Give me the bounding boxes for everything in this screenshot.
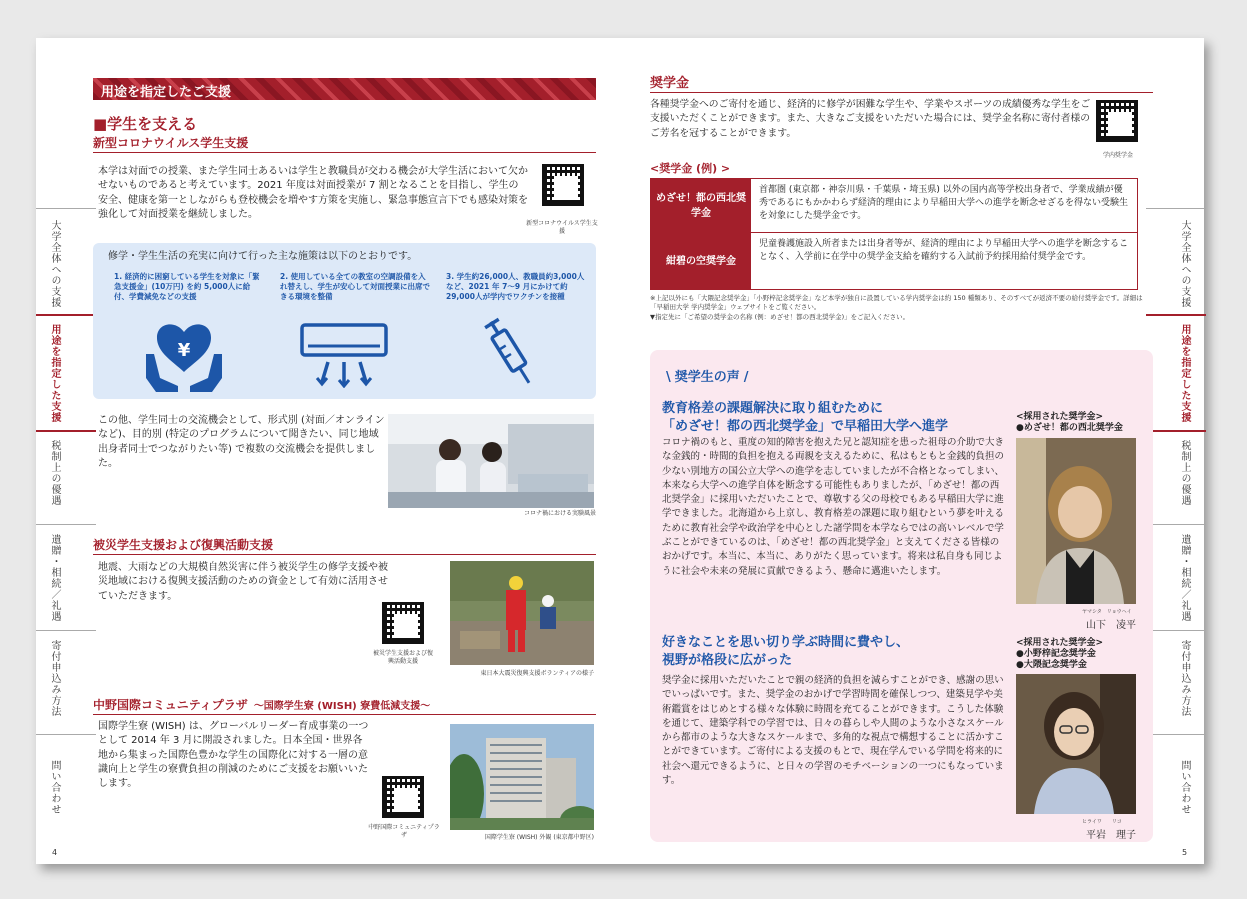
student1-photo: [1016, 438, 1136, 604]
nav-tab-contact[interactable]: 問い合わせ: [49, 760, 60, 815]
slash-mark-right: /: [743, 370, 749, 385]
scholarship-intro: 各種奨学金へのご寄付を通じ、経済的に修学が困難な学生や、学業やスポーツの成績優秀な学生をご支援いただくことができます。また、大きなご支援をいただいた場合には、奨学金名称に寄付者様のご芳名を冠することができます。: [650, 99, 1091, 139]
scholarship-examples-label: <奨学金 (例) >: [650, 162, 731, 175]
measures-title: 修学・学生生活の充実に向けて行った主な施策は以下のとおりです。: [108, 251, 418, 262]
page-number-right: 5: [1182, 848, 1188, 857]
scholarship-name: めざせ！都の西北奨学金: [651, 179, 751, 232]
voice1-headline-line1: 教育格差の課題解決に取り組むために: [662, 401, 884, 416]
disaster-body: 地震、大雨などの大規模自然災害に伴う被災学生の修学支援や被災地域における復興支援活動のための資金として有効に活用させていただきます。: [98, 562, 388, 602]
voices-title-text: 奨学生の声: [674, 370, 740, 385]
scholarship-note: ※上記以外にも「大隈記念奨学金」「小野梓記念奨学金」など本学が独自に設置している学内奨学金は約 150 種類あり、そのすべてが返済不要の給付奨学金です。詳細は「早稲田大学 学内奨学金」ウェブサイトをご覧ください。: [650, 294, 1143, 311]
award-label-item: ●大隈記念奨学金: [1016, 660, 1087, 670]
award-label-item: ●小野梓記念奨学金: [1016, 649, 1096, 659]
volunteer-photo: [450, 561, 594, 665]
award-label-title: <採用された奨学金>: [1016, 412, 1104, 422]
nav-divider-active: [1146, 314, 1206, 316]
nav-divider: [36, 734, 96, 735]
scholarship-desc: 首都圏 (東京都・神奈川県・千葉県・埼玉県) 以外の国内高等学校出身者で、学業成績が優秀であるにもかかわらず経済的理由により早稲田大学への進学を断念せざるを得ない受験生を対象にした奨学金です。: [759, 185, 1129, 221]
section-title: ■学生を支える: [93, 115, 198, 133]
nav-divider: [1146, 208, 1206, 209]
air-conditioner-icon: [298, 322, 390, 388]
student1-ruby: ヤマシタ リョウヘイ: [1082, 609, 1132, 615]
nav-divider: [36, 630, 96, 631]
measure-point-2: 2. 使用している全ての教室の空調設備を入れ替えし、学生が安心して対面授業に出席できる環境を整備: [280, 272, 430, 301]
volunteer-photo-caption: 東日本大震災復興支援ボランティアの様子: [480, 670, 594, 677]
nav-tab-contact[interactable]: 問い合わせ: [1179, 760, 1190, 815]
student2-photo: [1016, 674, 1136, 814]
qr-code-scholarship[interactable]: [1096, 100, 1138, 142]
nav-divider: [1146, 524, 1206, 525]
nav-tab-designated[interactable]: 用途を指定した支援: [49, 324, 60, 423]
nav-tab-university[interactable]: 大学全体への支援: [49, 220, 60, 308]
qr-code-nakano[interactable]: [382, 776, 424, 818]
slash-mark-left: \: [666, 370, 671, 385]
dormitory-photo-caption: 国際学生寮 (WISH) 外観 (東京都中野区): [484, 834, 594, 841]
nav-divider: [1146, 734, 1206, 735]
voice1-award-label: [1016, 412, 1123, 434]
scholarship-table: [650, 178, 1138, 290]
lab-photo: [388, 414, 594, 508]
voice1-headline: [662, 400, 1032, 436]
voice1-body: コロナ禍のもと、重度の知的障害を抱えた兄と認知症を患った祖母の介助で大きな金銭的・時間的負担を抱える両親を支えるために、私はもともと金銭的負担の少ない別地方の国公立大学への進学を志していましたが不合格となってしまい、本来なら大学への進学自体を断念する可能性もありましたが、「めざせ！都の西北奨学金」に採用いただいたことで、尊敬する父の母校でもある早稲田大学に進学できました。北海道から上京し、教育格差の課題に取り組むという夢を叶えるために教育社会学や政治学を中心とした諸学問を本学ならではの高いレベルで学ぶことができているのは、「めざせ！都の西北奨学金」と支えてくださる皆様のおかげです。本当に、本当に、ありがたく思っています。将来は私自身も同じように社会や未来の発展に貢献できるよう、懸命に邁進いたします。: [662, 437, 1005, 577]
voice2-headline: [662, 634, 1032, 670]
disaster-heading: 被災学生支援および復興活動支援: [93, 536, 596, 555]
table-row: [651, 179, 1137, 233]
qr-code-disaster[interactable]: [382, 602, 424, 644]
brochure-spread: [36, 38, 1204, 864]
nav-tab-bequest[interactable]: 遺贈・相続／礼遇: [49, 534, 60, 622]
nav-divider-active: [36, 314, 96, 316]
voice1-headline-line2: 「めざせ！都の西北奨学金」で早稲田大学へ進学: [662, 419, 949, 434]
nav-divider: [1146, 630, 1206, 631]
nakano-body: 国際学生寮 (WISH) は、グローバルリーダー育成事業の一つとして 2014 年 3 月に開設されました。日本全国・世界各地から集まった国際色豊かな学生の国際化に対する一層の意識向上と学生の寮費負担の削減のためにご支援をお願いいたします。: [98, 721, 369, 790]
nav-divider-active: [1146, 430, 1206, 432]
dormitory-photo: [450, 724, 594, 830]
student2-ruby: ヒライワ リコ: [1082, 819, 1122, 825]
nav-divider-active: [36, 430, 96, 432]
nav-tab-tax[interactable]: 税制上の優遇: [49, 440, 60, 506]
award-label-item: ●めざせ！都の西北奨学金: [1016, 423, 1123, 433]
nav-tab-bequest[interactable]: 遺贈・相続／礼遇: [1179, 534, 1190, 622]
scholarship-name: 紺碧の空奨学金: [651, 233, 751, 289]
scholarship-desc: 児童養護施設入所者または出身者等が、経済的理由により早稲田大学への進学を断念することなく、入学前に在学中の奨学金支給を確約する入試前予約採用給付奨学金です。: [759, 239, 1129, 262]
qr-caption-nakano: 中野国際コミュニティプラザ: [368, 824, 440, 839]
nav-tab-university[interactable]: 大学全体への支援: [1179, 220, 1190, 308]
lab-photo-caption: コロナ禍における実験風景: [523, 510, 596, 517]
award-label-title: <採用された奨学金>: [1016, 638, 1104, 648]
student1-name: 山下 凌平: [1086, 620, 1136, 631]
nav-tab-designated[interactable]: 用途を指定した支援: [1179, 324, 1190, 423]
svg-text:¥: ¥: [177, 340, 191, 361]
corona-heading: 新型コロナウイルス学生支援: [93, 134, 596, 153]
voice2-award-label: [1016, 638, 1103, 671]
nakano-heading: [93, 696, 596, 715]
exchange-text: この他、学生同士の交流機会として、形式別 (対面／オンラインなど)、目的別 (特定のプログラムについて聞きたい、同じ地域出身者同士でつながりたい等) で複数の交流機会を提供しました。: [98, 415, 385, 469]
measure-point-1: 1. 経済的に困窮している学生を対象に「緊急支援金」(10万円) を約 5,000人に給付、学費減免などの支援: [114, 272, 260, 301]
nav-tab-tax[interactable]: 税制上の優遇: [1179, 440, 1190, 506]
page-number-left: 4: [52, 848, 58, 857]
voices-title: [666, 366, 749, 385]
measure-point-3: 3. 学生約26,000人、教職員約3,000人など、2021 年 7～9 月にかけて約29,000人が学内でワクチンを接種: [446, 272, 585, 301]
nav-divider: [36, 208, 96, 209]
nav-tab-application[interactable]: 寄付申込み方法: [1179, 640, 1190, 717]
voice2-headline-line1: 好きなことを思い切り学ぶ時間に費やし、: [662, 635, 910, 650]
qr-code-corona[interactable]: [542, 164, 584, 206]
qr-caption-disaster: 被災学生支援および復興活動支援: [372, 650, 433, 665]
scholarship-instruction: ▼指定先に「ご希望の奨学金の名称 (例：めざせ！都の西北奨学金)」をご記入ください。: [650, 313, 910, 321]
nakano-title: 中野国際コミュニティプラザ: [93, 698, 248, 712]
scholarship-heading: 奨学金: [650, 72, 1153, 93]
nav-divider: [36, 524, 96, 525]
student2-name: 平岩 理子: [1086, 830, 1136, 841]
nakano-subtitle: ～国際学生寮 (WISH) 寮費低減支援～: [253, 701, 431, 712]
voice2-body: 奨学金に採用いただいたことで親の経済的負担を減らすことができ、感謝の思いでいっぱいです。また、奨学金のおかげで学習時間を確保しつつ、建築見学や美術鑑賞をはじめとする様々な体験に時間を充てることができます。こうした体験を通じて、建築学科での学習では、日々の暮らしや人間のような小さなスケールから都市のような大きなスケールまで、多角的な視点で構想することに活かすことができています。ご寄付による支援のもとで、現在学んでいる学問を将来的に社会へ還元できるように、と日々の学習のモチベーションの一つにもなっています。: [662, 675, 1004, 787]
nav-tab-application[interactable]: 寄付申込み方法: [49, 640, 60, 717]
table-row: [651, 233, 1137, 289]
qr-caption-corona: 新型コロナウイルス学生支援: [526, 220, 598, 235]
voice2-headline-line2: 視野が格段に広がった: [662, 653, 793, 668]
corona-body: 本学は対面での授業、また学生同士あるいは学生と教職員が交わる機会が大学生活において欠かせないものであると考えています。2021 年度は対面授業が 7 割となることを目指し、学生の安全、健康を第一としながらも登校機会を増やす方策を実施し、緊急事態宣言下でも感染対策を強化して対面授業を継続しました。: [98, 166, 528, 220]
section-band-title: 用途を指定したご支援: [93, 78, 596, 100]
qr-caption-scholarship: 学内奨学金: [1102, 152, 1133, 159]
syringe-icon: [476, 314, 546, 392]
yen-hands-icon: [144, 320, 224, 392]
